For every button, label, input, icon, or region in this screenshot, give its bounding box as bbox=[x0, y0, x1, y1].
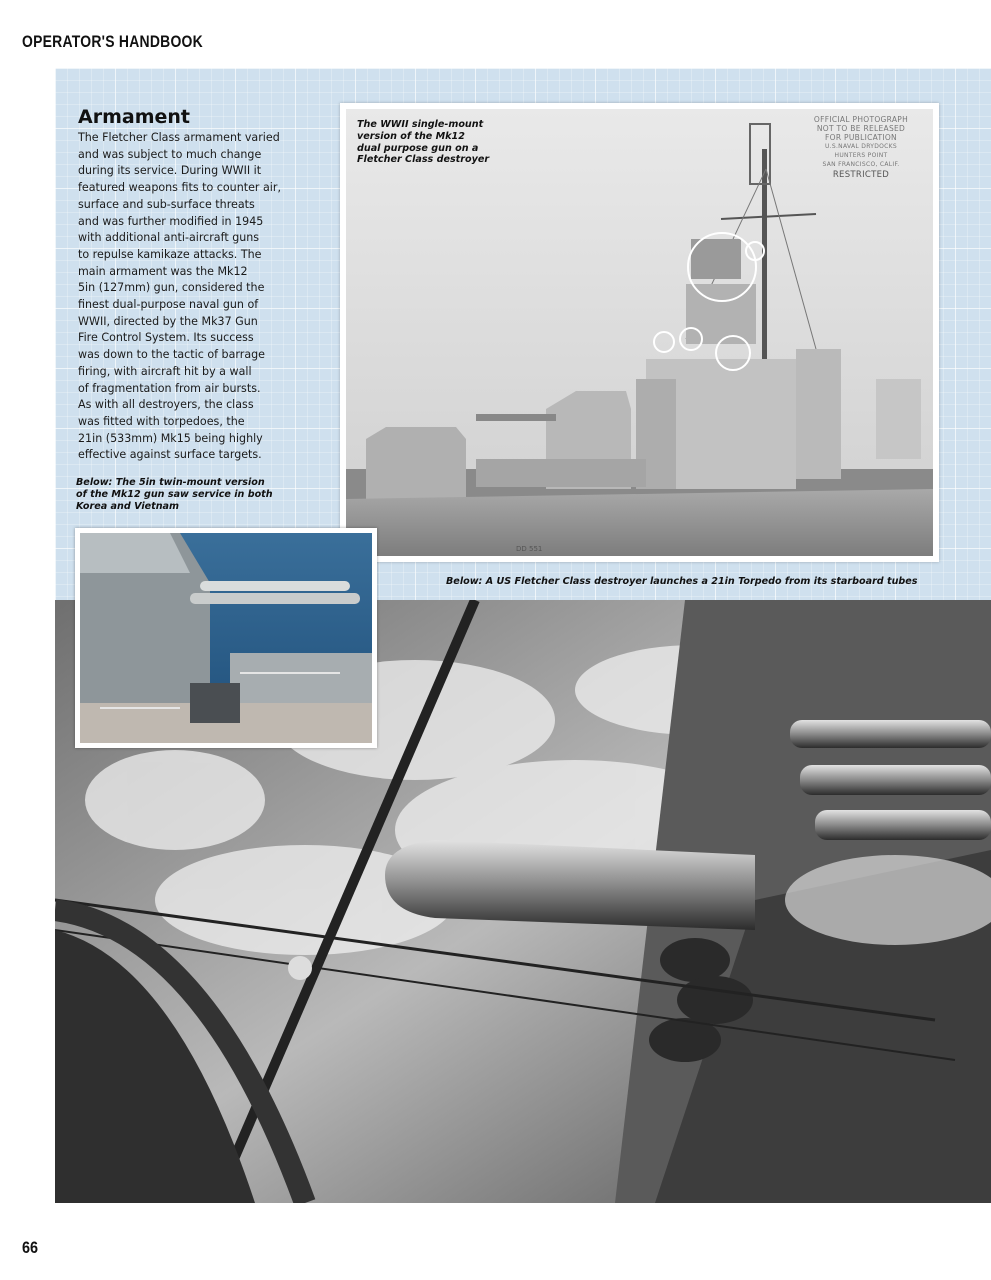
body-line: featured weapons fits to counter air, bbox=[78, 181, 281, 195]
body-line: The Fletcher Class armament varied bbox=[78, 131, 280, 144]
caption-line: The WWII single-mount bbox=[357, 119, 484, 130]
body-line: surface and sub-surface threats bbox=[78, 197, 255, 211]
body-line: main armament was the Mk12 bbox=[78, 264, 248, 278]
caption-twin-mount bbox=[76, 477, 291, 513]
caption-line: dual purpose gun on a bbox=[357, 142, 479, 154]
caption-line: of the Mk12 gun saw service in both bbox=[76, 489, 273, 500]
twin-mount-gun-image bbox=[80, 533, 372, 743]
stamp-line: SAN FRANCISCO, CALIF. bbox=[822, 161, 900, 168]
article-body bbox=[78, 130, 302, 464]
caption-torpedo: Below: A US Fletcher Class destroyer launches a 21in Torpedo from its starboard tubes bbox=[446, 576, 918, 587]
body-line: Fire Control System. Its success bbox=[78, 331, 254, 345]
body-line: during its service. During WWII it bbox=[78, 164, 262, 178]
body-line: was down to the tactic of barrage bbox=[78, 348, 265, 362]
caption-line: version of the Mk12 bbox=[357, 130, 465, 142]
stamp-line: OFFICIAL PHOTOGRAPH bbox=[813, 115, 909, 124]
page-number: 66 bbox=[22, 1238, 39, 1257]
section-heading: Armament bbox=[78, 106, 190, 128]
body-line: and was further modified in 1945 bbox=[78, 214, 264, 228]
body-line: As with all destroyers, the class bbox=[78, 398, 254, 412]
caption-line: Korea and Vietnam bbox=[76, 501, 180, 512]
body-line: 21in (533mm) Mk15 being highly bbox=[78, 431, 263, 445]
body-line: effective against surface targets. bbox=[78, 448, 262, 462]
twin-mount-gun-photo bbox=[75, 528, 377, 748]
body-line: WWII, directed by the Mk37 Gun bbox=[78, 314, 258, 328]
stamp-line: U.S.NAVAL DRYDOCKS bbox=[824, 143, 898, 150]
caption-line: Below: The 5in twin-mount version bbox=[76, 477, 265, 488]
hull-number: DD 551 bbox=[516, 545, 543, 553]
caption-line: Fletcher Class destroyer bbox=[357, 154, 490, 166]
body-line: with additional anti-aircraft guns bbox=[78, 231, 260, 245]
body-line: was fitted with torpedoes, the bbox=[78, 414, 245, 428]
running-header: OPERATOR'S HANDBOOK bbox=[22, 32, 203, 51]
body-line: to repulse kamikaze attacks. The bbox=[78, 247, 262, 261]
body-line: 5in (127mm) gun, considered the bbox=[78, 281, 265, 295]
body-line: of fragmentation from air bursts. bbox=[78, 381, 261, 395]
stamp-line: NOT TO BE RELEASED bbox=[816, 124, 906, 133]
destroyer-photo bbox=[340, 103, 939, 562]
stamp-line: FOR PUBLICATION bbox=[825, 133, 897, 142]
caption-single-mount bbox=[357, 119, 527, 166]
body-line: finest dual-purpose naval gun of bbox=[78, 298, 259, 312]
restricted-stamp: RESTRICTED bbox=[832, 170, 890, 180]
official-photo-stamp bbox=[802, 115, 920, 180]
body-line: and was subject to much change bbox=[78, 147, 262, 161]
stamp-line: HUNTERS POINT bbox=[834, 152, 888, 159]
body-line: firing, with aircraft hit by a wall bbox=[78, 364, 252, 378]
